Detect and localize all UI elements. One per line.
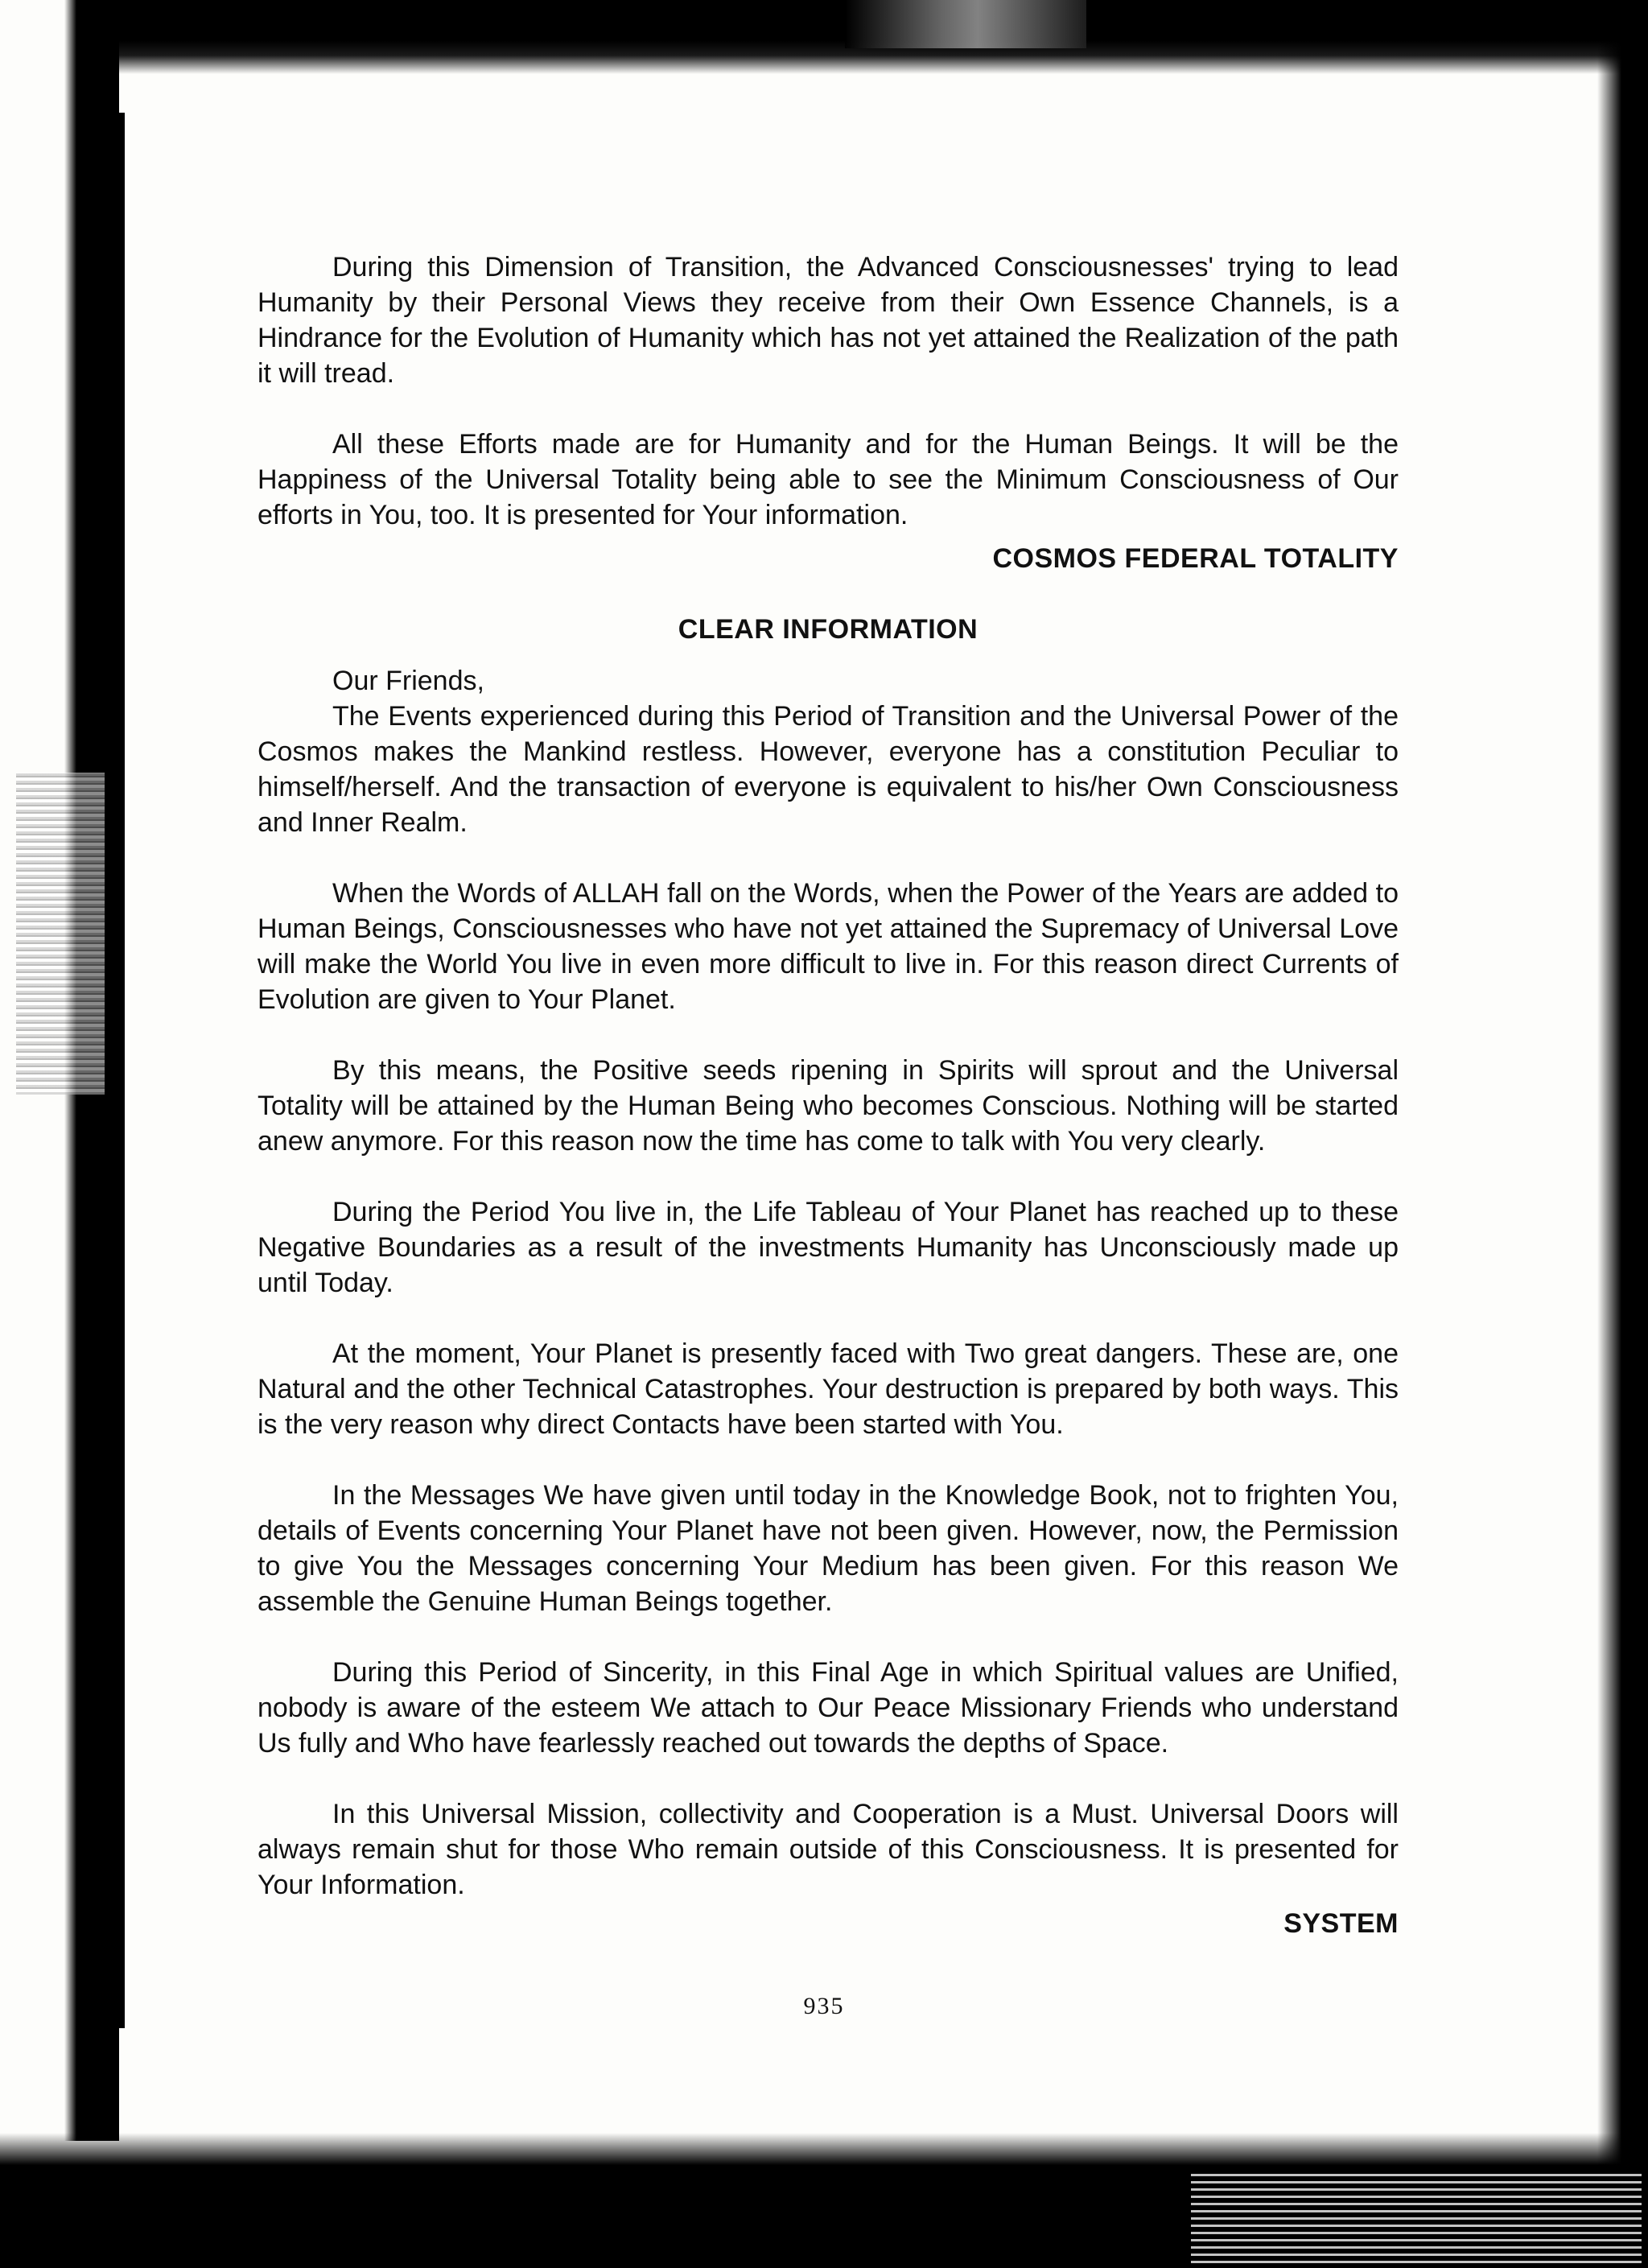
paragraph-main-7: During this Period of Sincerity, in this Final Age in which Spiritual values are Unified, nobody is aware of the esteem We attach to Our Peace Missionary Friends who understand Us fully and Who have fearlessly reached out towards the depths of Space. xyxy=(258,1657,1399,1759)
paragraph-main-6: In the Messages We have given until today in the Knowledge Book, not to frighten You, details of Events concerning Your Planet have not been given. However, now, the Permission to give You the Messages concerning Your Medium has been given. For this reason We assemble the Genuine Human Beings together. xyxy=(258,1480,1399,1617)
paragraph-intro-1: During this Dimension of Transition, the Advanced Consciousnesses' trying to lead Humanity by their Personal Views they receive from their Own Essence Channels, is a Hindrance for the Evolution of Humanity which has not yet attained the Realization of the path it will tread. xyxy=(258,252,1399,389)
greeting: Our Friends, xyxy=(332,666,484,696)
scan-border-top xyxy=(0,0,1648,74)
paragraph-main-8: In this Universal Mission, collectivity and Cooperation is a Must. Universal Doors will always remain shut for those Who remain outside of this Consciousness. It is presented for Your Information. xyxy=(258,1799,1399,1900)
section-heading: CLEAR INFORMATION xyxy=(678,614,978,645)
scan-noise-left xyxy=(16,773,105,1095)
paragraph-main-4: During the Period You live in, the Life Tableau of Your Planet has reached up to these Negative Boundaries as a result of the investments Humanity has Unconsciously made up until Today. xyxy=(258,1197,1399,1298)
scan-artifact-bottom xyxy=(1191,2173,1642,2268)
signature-system: SYSTEM xyxy=(1283,1908,1399,1939)
page-number: 935 xyxy=(803,1993,845,2019)
page-content xyxy=(258,249,1399,1941)
paragraph-intro-2: All these Efforts made are for Humanity and for the Human Beings. It will be the Happiness of the Universal Totality being able to see the Minimum Consciousness of Our efforts in You, too. It is presented for Your information. xyxy=(258,429,1399,530)
paragraph-main-1: The Events experienced during this Period of Transition and the Universal Power of the Cosmos makes the Mankind restless. However, everyone has a constitution Peculiar to himself/herself. And the transaction of everyone is equivalent to his/her Own Consciousness and Inner Realm. xyxy=(258,701,1399,838)
scan-artifact-top xyxy=(845,0,1086,48)
paragraph-main-5: At the moment, Your Planet is presently faced with Two great dangers. These are, one Natural and the other Technical Catastrophes. Your destruction is prepared by both ways. This is the very reason why direct Contacts have been started with You. xyxy=(258,1338,1399,1440)
scan-border-right xyxy=(1597,0,1648,2268)
signature-cosmos-federal-totality: COSMOS FEDERAL TOTALITY xyxy=(992,543,1399,574)
paragraph-main-2: When the Words of ALLAH fall on the Words, when the Power of the Years are added to Human Beings, Consciousnesses who have not yet attained the Supremacy of Universal Love will make the World You live in even more difficult to live in. For this reason direct Currents of Evolution are given to Your Planet. xyxy=(258,878,1399,1015)
paragraph-main-3: By this means, the Positive seeds ripening in Spirits will sprout and the Universal Totality will be attained by the Human Being who becomes Conscious. Nothing will be started anew anymore. For this reason now the time has come to talk with You very clearly. xyxy=(258,1055,1399,1157)
